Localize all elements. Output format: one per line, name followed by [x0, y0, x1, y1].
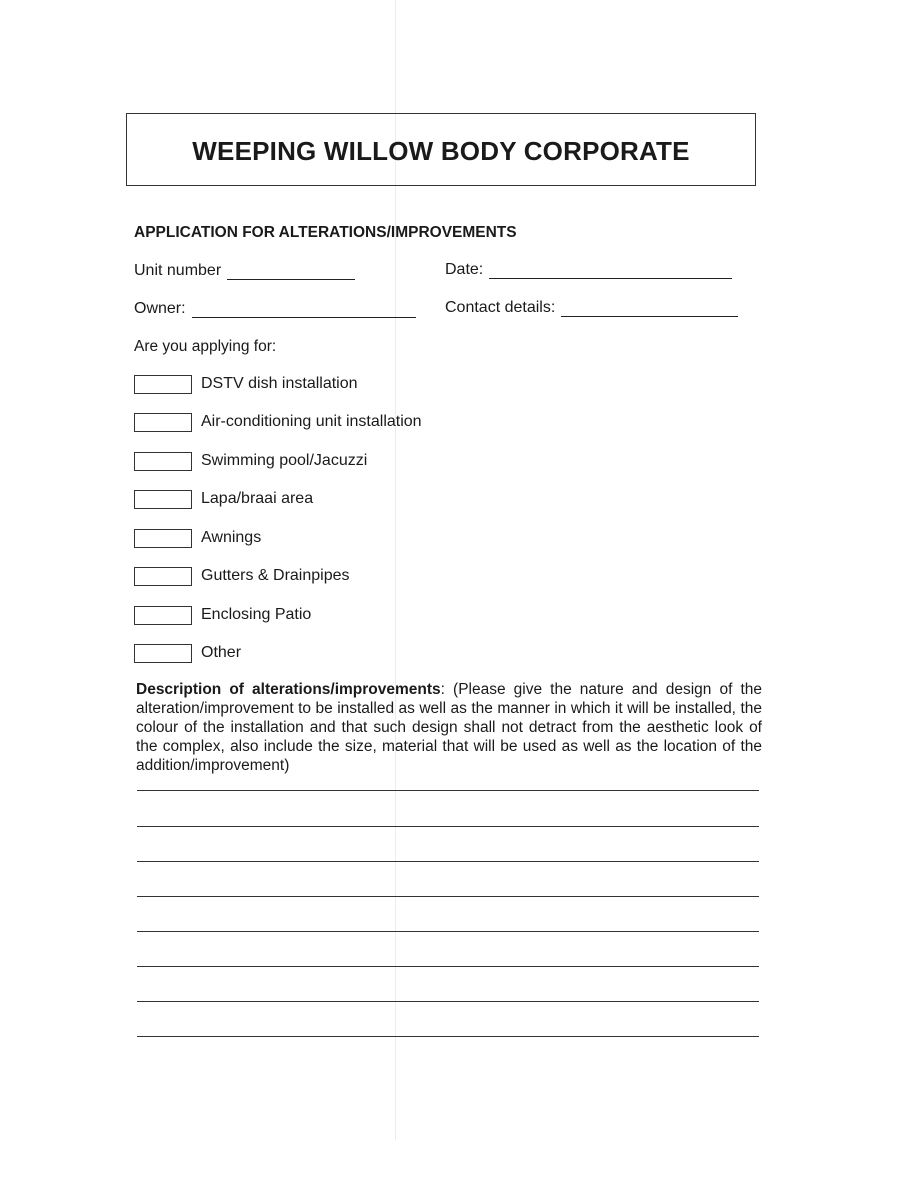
unit-number-label: Unit number: [134, 262, 222, 279]
option-enclosing-patio[interactable]: [134, 604, 311, 626]
unit-number-field: [134, 262, 355, 280]
option-label: Lapa/braai area: [201, 490, 314, 507]
description-write-line[interactable]: [137, 896, 759, 897]
option-label: Gutters & Drainpipes: [201, 567, 350, 584]
description-write-line[interactable]: [137, 931, 759, 932]
option-label: Swimming pool/Jacuzzi: [201, 452, 368, 469]
option-awnings[interactable]: [134, 527, 261, 549]
checkbox[interactable]: [134, 567, 192, 586]
description-text: : (Please give the nature and design of the alteration/improvement to be installed as well as the manner in which it will be installed, the colour of the installation and that such design shall not detract from the aesthetic look of the complex, also include the size, material that will be used as well as the location of the addition/improvement): [136, 681, 762, 774]
option-swimming-pool[interactable]: [134, 450, 367, 472]
description-heading: Description of alterations/improvements: [136, 681, 441, 698]
description-write-line[interactable]: [137, 826, 759, 827]
option-label: DSTV dish installation: [201, 375, 358, 392]
checkbox[interactable]: [134, 452, 192, 471]
option-label: Awnings: [201, 529, 262, 546]
applying-for-question: Are you applying for:: [134, 338, 277, 355]
description-instructions: [136, 680, 762, 775]
date-label: Date:: [445, 261, 484, 278]
description-write-line[interactable]: [137, 790, 759, 791]
contact-details-label: Contact details:: [445, 299, 556, 316]
option-gutters[interactable]: [134, 565, 350, 587]
date-field: [445, 261, 732, 279]
date-input-line[interactable]: [489, 262, 732, 279]
document-title: WEEPING WILLOW BODY CORPORATE: [192, 136, 690, 166]
contact-details-field: [445, 299, 738, 317]
description-write-line[interactable]: [137, 1001, 759, 1002]
option-label: Air-conditioning unit installation: [201, 413, 422, 430]
title-box: [126, 113, 756, 186]
owner-input-line[interactable]: [192, 301, 416, 318]
option-air-conditioning[interactable]: [134, 411, 422, 433]
description-write-line[interactable]: [137, 1036, 759, 1037]
checkbox[interactable]: [134, 413, 192, 432]
description-write-line[interactable]: [137, 861, 759, 862]
option-dstv[interactable]: [134, 373, 358, 395]
owner-label: Owner:: [134, 300, 186, 317]
checkbox[interactable]: [134, 375, 192, 394]
checkbox[interactable]: [134, 490, 192, 509]
option-lapa-braai[interactable]: [134, 488, 313, 510]
checkbox[interactable]: [134, 606, 192, 625]
option-label: Enclosing Patio: [201, 606, 312, 623]
checkbox[interactable]: [134, 644, 192, 663]
option-other[interactable]: [134, 642, 241, 664]
checkbox[interactable]: [134, 529, 192, 548]
form-subtitle: APPLICATION FOR ALTERATIONS/IMPROVEMENTS: [134, 224, 517, 241]
description-write-line[interactable]: [137, 966, 759, 967]
owner-field: [134, 300, 416, 318]
unit-number-input-line[interactable]: [227, 263, 355, 280]
option-label: Other: [201, 644, 242, 661]
contact-details-input-line[interactable]: [561, 300, 738, 317]
